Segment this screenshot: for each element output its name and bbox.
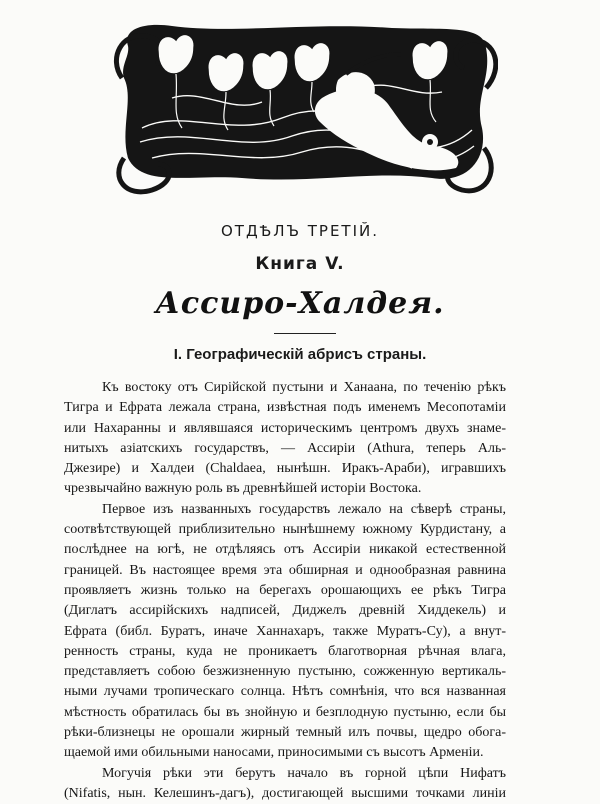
text-line: мѣстность обратилась бы въ знойную и безплодную пустыню, если бы <box>64 704 506 720</box>
section-heading: I. Географическій абрисъ страны. <box>173 346 427 363</box>
text-line: Первое изъ названныхъ государствъ лежало на сѣверѣ страны, <box>102 501 506 517</box>
text-line: представляетъ собою безжизненную пустыню, сожженную вертикаль- <box>64 664 506 680</box>
text-line: Джезире) и Халдеи (Chaldaea, нынѣшн. Иракъ-Араби), игравшихъ <box>64 461 506 477</box>
paragraph-3 <box>64 764 506 804</box>
title-divider <box>274 333 336 334</box>
text-line: (Диглатъ ассирійскихъ надписей, Диджелъ древній Хиддекель) и <box>64 603 506 619</box>
paragraph-1 <box>64 378 506 500</box>
text-line: (Nifatis, нын. Келешинъ-дагъ), достигающей высшими точками линіи <box>64 785 506 801</box>
text-line: границей. Въ настоящее время эта обширная и однообразная равнина <box>64 562 506 578</box>
text-line: Тигра и Ефрата лежала страна, извѣстная подъ именемъ Месопотаміи <box>64 400 506 416</box>
text-line: или Нахаранны и являвшаяся историческимъ центромъ двухъ знаме- <box>64 420 506 436</box>
text-line: Могучія рѣки эти берутъ начало въ горной цѣпи Нифатъ <box>102 765 506 781</box>
book-title: Книга V. <box>255 254 345 274</box>
art-nouveau-vignette <box>112 18 498 198</box>
text-line: послѣднее на югѣ, не отдѣляясь отъ Ассиріи никакой естественной <box>64 542 506 558</box>
text-line: рѣки-близнецы не орошали жирный темный илъ почвы, щедро обога- <box>64 725 506 741</box>
body-text <box>64 378 506 804</box>
text-line: соотвѣтствующей приблизительно нынѣшнему южному Курдистану, а <box>64 522 506 538</box>
text-line: ренность страны, куда не проникаетъ благотворная рѣчная влага, <box>64 643 506 659</box>
text-line: нитыхъ азіатскихъ государствъ, — Ассиріи (Athura, теперь Аль- <box>64 440 506 456</box>
text-line: Къ востоку отъ Сирійской пустыни и Ханаана, по теченію рѣкъ <box>102 380 506 395</box>
text-line: Ефрата (библ. Буратъ, иначе Ханнахаръ, также Муратъ-Су), а внут- <box>64 623 506 639</box>
paragraph-2 <box>64 500 506 764</box>
text-line: проявляетъ жизнь только на берегахъ орошающихъ ее рѣкъ Тигра <box>64 582 506 598</box>
text-line: щаемой ими обильными наносами, приносимыми съ высотъ Арменіи. <box>64 745 484 761</box>
text-line: чрезвычайно важную роль въ древнѣйшей исторіи Востока. <box>64 481 422 497</box>
chapter-title: Ассиро-Халдея. <box>155 286 445 321</box>
part-title: ОТДѢЛЪ ТРЕТІЙ. <box>220 222 380 240</box>
text-line: ными лучами тропическаго солнца. Нѣтъ сомнѣнія, что вся названная <box>64 684 506 700</box>
